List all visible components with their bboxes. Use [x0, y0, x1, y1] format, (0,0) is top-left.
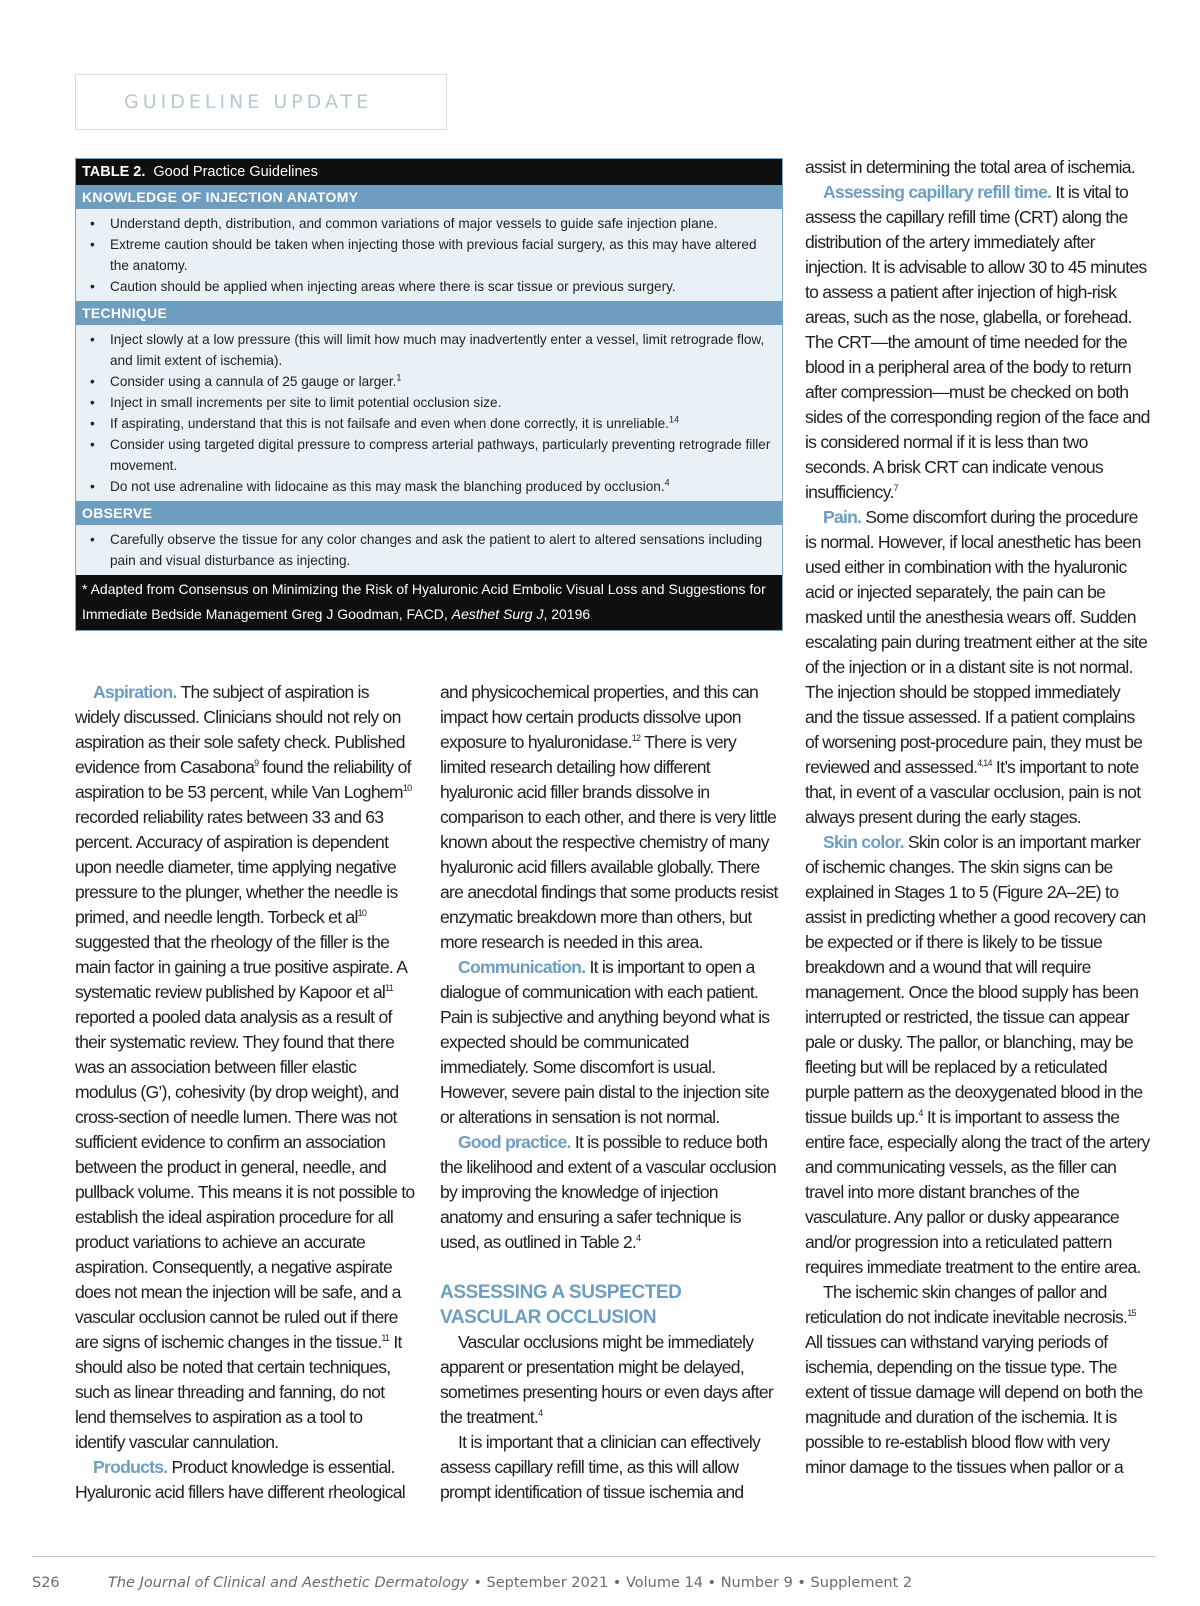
paragraph-intro-cont: assist in determining the total area of ischemia. — [805, 157, 1135, 177]
paragraph-vascular: Vascular occlusions might be immediately apparent or presentation might be delayed, sometimes presenting hours or even days after the treatment.$^4$ — [440, 1332, 773, 1427]
list-item: • If aspirating, understand that this is not failsafe and even when done correctly, it is unreliable.$^{14}$ — [88, 413, 772, 434]
paragraph-pain: Pain. Some discomfort during the procedure is normal. However, if local anesthetic has been used either in combination with the hyaluronic acid or injected separately, the pain can be masked until the anesthesia wears off. Sudden escalating pain during treatment either at the site of the injection or in a distant site is not normal. The injection should be stopped immediately and the tissue assessed. If a patient complains of worsening post-procedure pain, they must be reviewed and assessed.$^{4,14}$ It’s important to note that, in event of a vascular occlusion, pain is not always present during the early stages. — [805, 507, 1148, 827]
section-heading-vascular-occlusion: ASSESSING A SUSPECTED VASCULAR OCCLUSION — [440, 1282, 682, 1328]
paragraph-products-cont: and physicochemical properties, and this can impact how certain products dissolve upon exposure to hyaluronidase.$^{12}$ There is very limited research detailing how different hyaluronic acid filler brands dissolve in comparison to each other, and there is very little known about the respective chemistry of many hyaluronic acid fillers available globally. There are anecdotal findings that some products resist enzymatic breakdown more than others, but more research is needed in this area. — [440, 682, 778, 952]
paragraph-skin-color: Skin color. Skin color is an important marker of ischemic changes. The skin signs can be explained in Stages 1 to 5 (Figure 2A–2E) to assist in predicting whether a good recovery can be expected or if there is likely to be tissue breakdown and a wound that will require management. Once the blood supply has been interrupted or restricted, the tissue can appear pale or dusky. The pallor, or blanching, may be fleeting but will be replaced by a reticulated purple pattern as the deoxygenated blood in the tissue builds up.$^4$ It is important to assess the entire face, especially along the tract of the artery and communicating vessels, as the filler can travel into more distant branches of the vasculature. Any pallor or dusky appearance and/or progression into a reticulated pattern requires immediate treatment to the entire area. — [805, 832, 1150, 1277]
section-body-technique — [76, 325, 782, 501]
list-item: • Carefully observe the tissue for any color changes and ask the patient to alert to altered sensations including pain and visual disturbance as injecting. — [88, 529, 772, 571]
text-column-2 — [440, 680, 780, 1505]
run-in-heading-communication: Communication. — [458, 957, 586, 977]
run-in-heading-crt: Assessing capillary refill time. — [823, 182, 1052, 202]
list-item: • Consider using targeted digital pressure to compress arterial pathways, particularly preventing retrograde filler movement. — [88, 434, 772, 476]
guideline-update-header — [75, 74, 447, 130]
paragraph-ischemic: The ischemic skin changes of pallor and reticulation do not indicate inevitable necrosis.$^{15}$ All tissues can withstand varying periods of ischemia, depending on the tissue type. The extent of tissue damage will depend on both the magnitude and duration of the ischemia. It is possible to re-establish blood flow with very minor damage to the tissues when pallor or a — [805, 1282, 1143, 1477]
table-title: Good Practice Guidelines — [153, 164, 318, 180]
run-in-heading-products: Products. — [93, 1457, 168, 1477]
text-column-1 — [75, 680, 415, 1505]
section-heading-technique: TECHNIQUE — [76, 301, 782, 325]
list-item: • Extreme caution should be taken when injecting those with previous facial surgery, as this may have altered the anatomy. — [88, 234, 772, 276]
list-item: • Caution should be applied when injecting areas where there is scar tissue or previous surgery. — [88, 276, 772, 297]
list-item: • Inject in small increments per site to limit potential occlusion size. — [88, 392, 772, 413]
section-heading-anatomy: KNOWLEDGE OF INJECTION ANATOMY — [76, 185, 782, 209]
paragraph-aspiration: Aspiration. The subject of aspiration is widely discussed. Clinicians should not rely on aspiration as their sole safety check. Published evidence from Casabona$^9$ found the reliability of aspiration to be 53 percent, while Van Loghem$^{10}$ recorded reliability rates between 33 and 63 percent. Accuracy of aspiration is dependent upon needle diameter, time applying negative pressure to the plunger, whether the needle is primed, and needle length. Torbeck et $al^{10}$ suggested that the rheology of the filler is the main factor in gaining a true positive aspirate. A systematic review published by Kapoor et $al^{11}$ reported a pooled data analysis as a result of their systematic review. They found that there was an association between filler elastic modulus (G’), cohesivity (by drop weight), and cross-section of needle lumen. There was not sufficient evidence to confirm an association between the product in general, needle, and pullback volume. This means it is not possible to establish the ideal aspiration procedure for all product variations to achieve an accurate aspiration. Consequently, a negative aspirate does not mean the injection will be safe, and a vascular occlusion cannot be ruled out if there are signs of ischemic changes in the tissue.$^{11}$ It should also be noted that certain techniques, such as linear threading and fanning, do not lend themselves to aspiration as a tool to identify vascular cannulation. — [75, 682, 415, 1452]
paragraph-crt: Assessing capillary refill time. It is vital to assess the capillary refill time (CRT) along the distribution of the artery immediately after injection. It is advisable to allow 30 to 45 minutes to assess a patient after injection of high-risk areas, such as the nose, glabella, or forehead. The CRT—the amount of time needed for the blood in a peripheral area of the body to return after compression—must be checked on both sides of the corresponding region of the face and is considered normal if it is less than two seconds. A brisk CRT can indicate venous insufficiency.$^7$ — [805, 182, 1150, 502]
run-in-heading-aspiration: Aspiration. — [93, 682, 177, 702]
section-heading-observe: OBSERVE — [76, 501, 782, 525]
run-in-heading-skin-color: Skin color. — [823, 832, 904, 852]
paragraph-communication: Communication. It is important to open a dialogue of communication with each patient. Pain is subjective and anything beyond what is expected should be communicated immediately. Some discomfort is usual. However, severe pain distal to the injection site or alterations in sensation is not normal. — [440, 957, 770, 1127]
table-footnote: * Adapted from Consensus on Minimizing the Risk of Hyaluronic Acid Embolic Visual Loss and Suggestions for Immediate Bedside Management Greg J Goodman, FACD, Aesthet Surg J, 20196 — [76, 575, 782, 630]
section-body-anatomy — [76, 209, 782, 301]
run-in-heading-pain: Pain. — [823, 507, 862, 527]
section-body-observe — [76, 525, 782, 575]
header-label: GUIDELINE UPDATE — [124, 91, 373, 113]
paragraph-crt-intro: It is important that a clinician can effectively assess capillary refill time, as this will allow prompt identification of tissue ischemia and — [440, 1432, 761, 1502]
list-item: • Do not use adrenaline with lidocaine as this may mask the blanching produced by occlusion.$^4$ — [88, 476, 772, 497]
good-practice-table — [75, 158, 783, 631]
table-number: TABLE 2. — [82, 164, 146, 180]
list-item: • Consider using a cannula of 25 gauge or larger.$^1$ — [88, 371, 772, 392]
paragraph-products: Products. Product knowledge is essential. Hyaluronic acid fillers have different rheological — [75, 1457, 405, 1502]
list-item: • Inject slowly at a low pressure (this will limit how much may inadvertently enter a vessel, limit retrograde flow, and limit extent of ischemia). — [88, 329, 772, 371]
footer-rule — [32, 1556, 1156, 1557]
paragraph-good-practice: Good practice. It is possible to reduce both the likelihood and extent of a vascular occlusion by improving the knowledge of injection anatomy and ensuring a safer technique is used, as outlined in Table 2.$^4$ — [440, 1132, 776, 1252]
page-number: S26 — [32, 1575, 60, 1591]
journal-citation: The Journal of Clinical and Aesthetic Dermatology • September 2021 • Volume 14 • Number 9 • Supplement 2 — [108, 1575, 913, 1591]
list-item: • Understand depth, distribution, and common variations of major vessels to guide safe injection plane. — [88, 213, 772, 234]
run-in-heading-good-practice: Good practice. — [458, 1132, 571, 1152]
table-title-bar — [76, 159, 782, 185]
text-column-3 — [805, 155, 1150, 1480]
